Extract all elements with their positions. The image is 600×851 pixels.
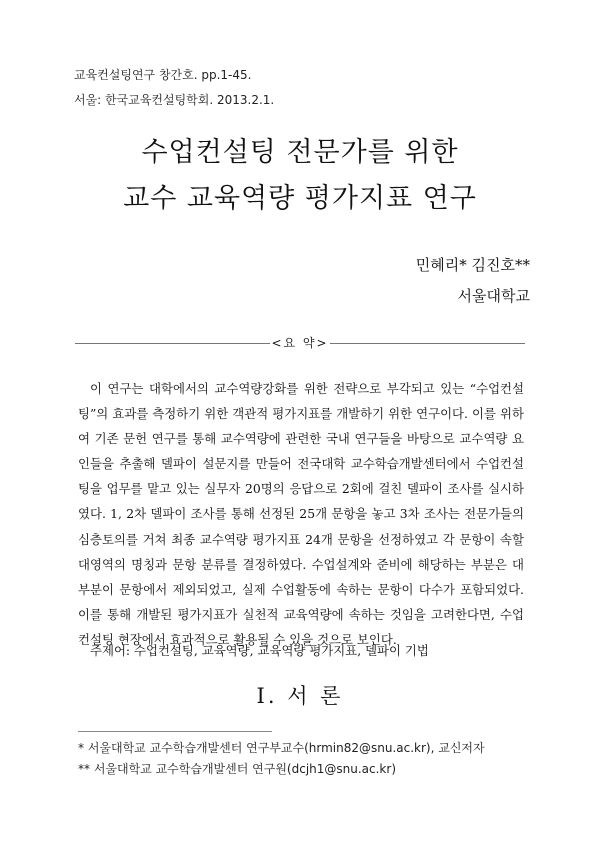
abstract-body: 이 연구는 대학에서의 교수역량강화를 위한 전략으로 부각되고 있는 “수업컨설팅”의 효과를 측정하기 위한 객관적 평가지표를 개발하기 위한 연구이다. 이를 위하여 기존 문헌 연구를 통해 교수역량에 관련한 국내 연구들을 바탕으로 교수역량 요인들을 추출해 델파이 설문지를 만들어 전국대학 교수학습개발센터에서 수업컨설팅을 업무를 맡고 있는 실무자 20명의 응답으로 2회에 걸친 델파이 조사를 실시하였다. 1, 2차 델파이 조사를 통해 선정된 25개 문항을 놓고 3차 조사는 전문가들의 심층토의를 거쳐 최종 교수역량 평가지표 24개 문항을 선정하였고 각 문항이 속할 대영역의 명칭과 문항 분류를 결정하였다. 수업설계와 준비에 해당하는 부분은 대부분이 문항에서 제외되었고, 실제 수업활동에 속하는 문항이 다수가 포함되었다. 이를 통해 개발된 평가지표가 실천적 교육역량에 속하는 것임을 고려한다면, 수업컨설팅 현장에서 효과적으로 활용될 수 있을 것으로 보인다. bbox=[78, 381, 524, 647]
paper-title-line-2: 교수 교육역량 평가지표 연구 bbox=[123, 183, 477, 214]
keywords: 주제어: 수업컨설팅, 교육역량, 교육역량 평가지표, 델파이 기법 bbox=[90, 643, 429, 658]
author-names: 민혜리* 김진호** bbox=[415, 256, 530, 274]
section-heading-introduction: Ⅰ. 서 론 bbox=[256, 684, 344, 708]
footnote-rule bbox=[78, 731, 272, 732]
journal-citation: 교육컨설팅연구 창간호. pp.1-45. bbox=[74, 68, 252, 82]
footnote-1: * 서울대학교 교수학습개발센터 연구부교수(hrmin82@snu.ac.kr), 교신저자 bbox=[78, 741, 485, 755]
footnote-2: ** 서울대학교 교수학습개발센터 연구원(dcjh1@snu.ac.kr) bbox=[78, 762, 396, 776]
abstract-rule-left bbox=[75, 343, 270, 344]
paper-title-line-1: 수업컨설팅 전문가를 위한 bbox=[141, 137, 459, 168]
author-affiliation: 서울대학교 bbox=[457, 287, 530, 305]
journal-publisher: 서울: 한국교육컨설팅학회. 2013.2.1. bbox=[74, 93, 275, 107]
abstract-heading: <요 약> bbox=[271, 336, 329, 350]
abstract-rule-right bbox=[330, 343, 525, 344]
